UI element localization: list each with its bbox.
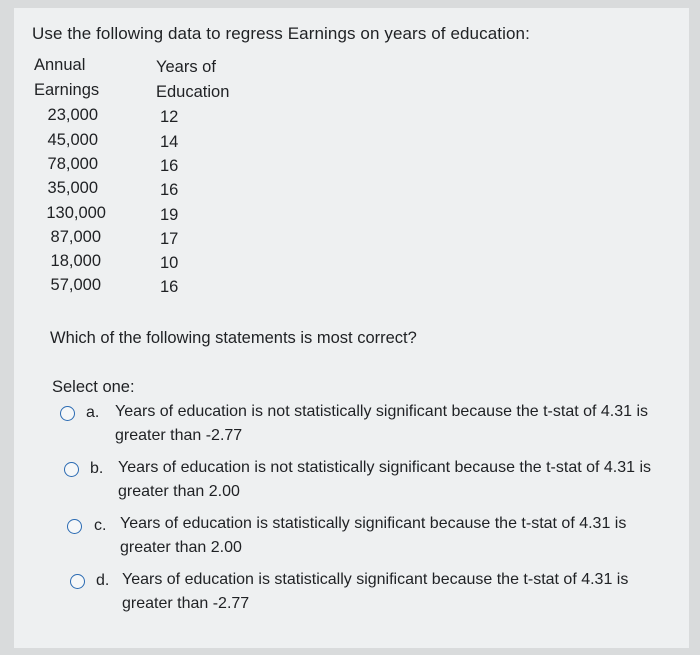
question-text: Use the following data to regress Earnings on years of education: [32, 24, 530, 43]
radio-button-c[interactable] [67, 519, 82, 534]
option-letter: c. [94, 517, 107, 534]
education-cell: 19 [160, 206, 179, 224]
option-letter: b. [90, 460, 104, 477]
earnings-cell: 57,000 [50, 276, 101, 294]
option-text[interactable]: Years of education is statistically significant because the t-stat of 4.31 is greater than -2.77 [122, 571, 629, 612]
earnings-cell: 87,000 [50, 228, 101, 246]
education-cell: 14 [160, 133, 179, 151]
earnings-cell: 18,000 [50, 252, 101, 270]
earnings-cell: 45,000 [47, 131, 98, 149]
education-cell: 17 [160, 230, 179, 248]
education-cell: 10 [160, 254, 179, 272]
option-letter: a. [86, 404, 100, 421]
education-cell: 12 [160, 108, 179, 126]
radio-button-d[interactable] [70, 574, 85, 589]
option-text[interactable]: Years of education is statistically significant because the t-stat of 4.31 is greater than 2.00 [120, 515, 627, 556]
earnings-cell: 23,000 [47, 106, 98, 124]
quiz-panel [14, 8, 689, 648]
education-cell: 16 [160, 157, 179, 175]
earnings-cell: 130,000 [46, 204, 106, 222]
earnings-header-line1: Annual [34, 56, 86, 74]
education-header-line1: Years of [156, 58, 216, 76]
education-cell: 16 [160, 278, 179, 296]
select-one-label: Select one: [52, 378, 135, 396]
earnings-cell: 78,000 [47, 155, 98, 173]
radio-button-b[interactable] [64, 462, 79, 477]
education-header-line2: Education [156, 83, 230, 101]
option-text[interactable]: Years of education is not statistically significant because the t-stat of 4.31 is greater than -2.77 [115, 403, 649, 444]
radio-button-a[interactable] [60, 406, 75, 421]
option-letter: d. [96, 572, 110, 589]
prompt-text: Which of the following statements is most correct? [50, 329, 417, 347]
earnings-cell: 35,000 [47, 179, 98, 197]
earnings-header-line2: Earnings [34, 81, 100, 99]
option-text[interactable]: Years of education is not statistically significant because the t-stat of 4.31 is greater than 2.00 [118, 459, 652, 500]
education-cell: 16 [160, 181, 179, 199]
